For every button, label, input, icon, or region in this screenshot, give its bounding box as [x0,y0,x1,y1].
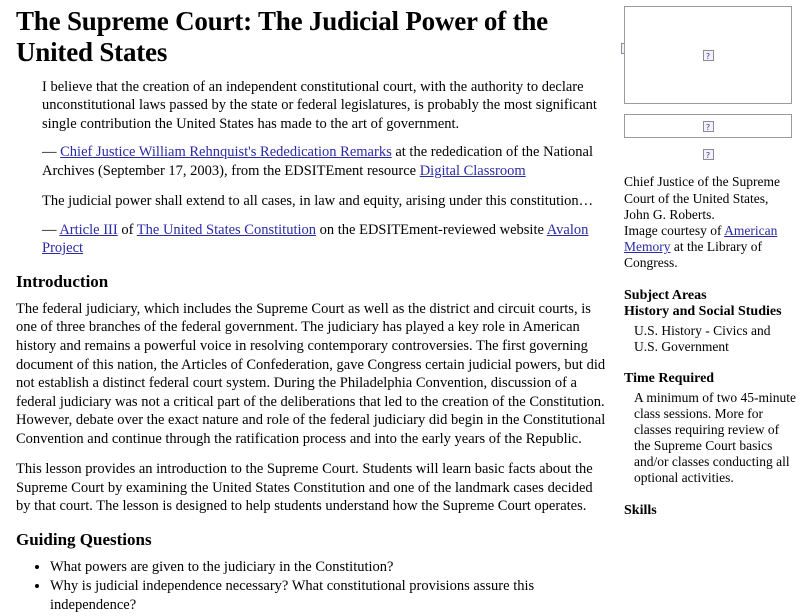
broken-image-icon-portrait: ? [703,50,714,61]
section-heading-guiding-questions: Guiding Questions [16,529,152,549]
attribution-edsitement-text: on the EDSITEment-reviewed website [316,221,547,238]
main-content [16,4,616,616]
article-iii-link[interactable]: Article III [59,221,118,238]
sidebar [616,4,796,519]
epigraph-2-text: The judicial power shall extend to all cases, in law and equity, arising under this constitution… [42,193,594,210]
justice-portrait-image [624,6,792,104]
epigraph-2-attribution [42,221,602,258]
sidebar-text-time-required: A minimum of two 45-minute class sessions. More for classes requiring review of the Supreme Court basics and/or classes conducting all optional activities. [634,389,796,486]
sidebar-heading-history-social-studies: History and Social Studies [624,304,782,320]
attribution-dash-2: — [42,221,60,238]
attribution-mid-text: at the rededication of the National Archives (September 17, 2003), from the EDSITEment resource [42,144,594,179]
attribution-dash: — [42,144,61,161]
attribution-of-text: of [117,221,137,238]
american-memory-link[interactable]: American Memory [624,223,778,255]
intro-paragraph-1: The federal judiciary, which includes the Supreme Court as well as the district and circuit courts, is one of three branches of the federal government. The judiciary has played a key role in American history and remains a powerful voice in resolving contemporary controversies. The first governing document of this nation, the Articles of Confederation, gave Congress certain judicial powers, but did not establish a distinct federal court system. During the Philadelphia Convention, discussion of a federal judiciary was not a critical part of the deliberations that led to the creation of the Constitution. However, debate over the exact nature and role of the federal judiciary did begin in the Constitutional Convention and continue through the ratification process and into the early years of the Republic. [16,300,606,447]
us-constitution-link[interactable]: The United States Constitution [136,221,317,238]
list-item: • Why is judicial independence necessary? What constitutional provisions assure this independence? [50,577,606,614]
broken-image-icon-small: ? [703,149,714,160]
sidebar-heading-subject-areas: Subject Areas [624,287,707,303]
sidebar-small-image [624,146,792,162]
page-title: The Supreme Court: The Judicial Power of the United States [16,6,548,67]
epigraph-1-attribution [42,143,602,180]
epigraph-1-text: I believe that the creation of an independent constitutional court, with the authority to declare unconstitutional laws passed by the state or federal legislatures, is probably the most significant single contribution the United States has made to the art of government. [42,78,597,132]
sidebar-text-history-social-studies: U.S. History - Civics and U.S. Government [634,322,771,354]
page-layout [16,4,796,616]
caption-subject-text: Chief Justice of the Supreme Court of the United States, John G. Roberts. [624,174,780,222]
intro-paragraph-2: This lesson provides an introduction to the Supreme Court. Students will learn basic facts about the Supreme Court by examining the United States Constitution and one of the landmark cases decided by that court. The lesson is designed to help students understand how the Supreme Court operates. [16,461,593,515]
image-caption [624,174,796,271]
sidebar-heading-time-required: Time Required [624,371,715,386]
epigraph-block [42,78,602,258]
caption-courtesy-suffix: at the Library of Congress. [624,239,762,271]
rehnquist-remarks-link[interactable]: Chief Justice William Rehnquist's Rededication Remarks [60,144,392,161]
broken-image-icon-banner: ? [703,121,714,132]
guiding-questions-list [16,558,606,615]
avalon-project-link[interactable]: Avalon Project [42,221,589,257]
list-item: • What powers are given to the judiciary in the Constitution? [50,558,606,577]
sidebar-heading-skills: Skills [624,502,657,518]
caption-courtesy-prefix: Image courtesy of [624,223,725,239]
digital-classroom-link[interactable]: Digital Classroom [419,162,526,179]
section-heading-introduction: Introduction [16,271,109,291]
sidebar-banner-image [624,114,792,138]
